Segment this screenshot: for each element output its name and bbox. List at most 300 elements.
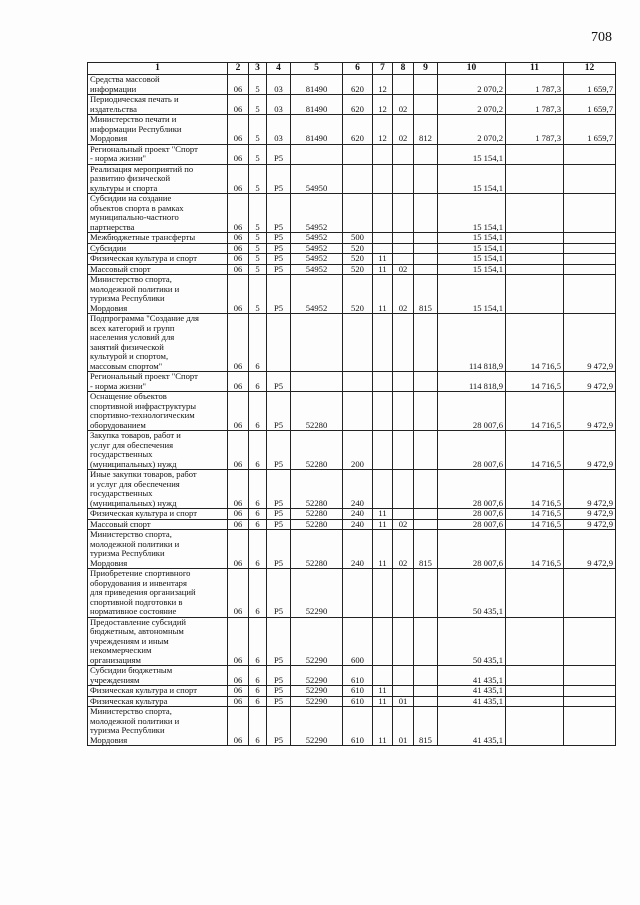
target-article-cell: 54952 <box>291 243 343 254</box>
table-row <box>88 144 616 164</box>
expense-type-cell <box>343 194 373 233</box>
row-name-cell: Субсидии <box>88 243 228 254</box>
program-cell: Р5 <box>267 707 291 746</box>
subsection-cell: 5 <box>249 115 267 145</box>
expense-type-cell: 610 <box>343 696 373 707</box>
subdivision-cell <box>393 233 414 244</box>
row-name-cell: Региональный проект "Спорт - норма жизни" <box>88 372 228 392</box>
expense-type-cell: 240 <box>343 530 373 569</box>
table-header-row <box>88 63 616 75</box>
section-cell: 06 <box>228 519 249 530</box>
program-cell: Р5 <box>267 530 291 569</box>
table-row <box>88 115 616 145</box>
ministry-code-cell <box>414 569 438 618</box>
row-name-cell: Приобретение спортивного оборудования и инвентаря для приведения организаций спортивной подготовки в нормативное состояние <box>88 569 228 618</box>
target-article-cell: 54952 <box>291 194 343 233</box>
division-cell: 11 <box>373 696 393 707</box>
ministry-code-cell <box>414 95 438 115</box>
amount-cell-year3: 9 472,9 <box>564 372 616 392</box>
row-name-cell: Подпрограмма "Создание для всех категорий и групп населения условий для занятий физической культурой и спортом, массовым спортом" <box>88 314 228 372</box>
table-row <box>88 264 616 275</box>
section-cell: 06 <box>228 314 249 372</box>
division-cell <box>373 392 393 431</box>
target-article-cell: 52290 <box>291 617 343 666</box>
amount-cell-year1: 50 435,1 <box>438 617 506 666</box>
section-cell: 06 <box>228 707 249 746</box>
amount-cell-year1: 41 435,1 <box>438 666 506 686</box>
amount-cell-year1: 28 007,6 <box>438 392 506 431</box>
subsection-cell: 5 <box>249 95 267 115</box>
ministry-code-cell: 812 <box>414 115 438 145</box>
subdivision-cell <box>393 164 414 194</box>
target-article-cell: 54952 <box>291 233 343 244</box>
target-article-cell: 52290 <box>291 666 343 686</box>
division-cell <box>373 144 393 164</box>
row-name-cell: Министерство спорта, молодежной политики и туризма Республики Мордовия <box>88 707 228 746</box>
table-row <box>88 707 616 746</box>
subsection-cell: 6 <box>249 372 267 392</box>
column-header: 1 <box>88 63 228 75</box>
section-cell: 06 <box>228 569 249 618</box>
subdivision-cell <box>393 392 414 431</box>
section-cell: 06 <box>228 115 249 145</box>
expense-type-cell: 600 <box>343 617 373 666</box>
column-header: 8 <box>393 63 414 75</box>
expense-type-cell: 610 <box>343 686 373 697</box>
division-cell: 11 <box>373 707 393 746</box>
table-row <box>88 569 616 618</box>
target-article-cell: 81490 <box>291 115 343 145</box>
subsection-cell: 6 <box>249 707 267 746</box>
amount-cell-year3 <box>564 569 616 618</box>
row-name-cell: Физическая культура и спорт <box>88 254 228 265</box>
table-row <box>88 696 616 707</box>
expense-type-cell: 620 <box>343 95 373 115</box>
table-row <box>88 509 616 520</box>
row-name-cell: Министерство спорта, молодежной политики и туризма Республики Мордовия <box>88 275 228 314</box>
division-cell <box>373 243 393 254</box>
amount-cell-year3 <box>564 164 616 194</box>
subdivision-cell <box>393 144 414 164</box>
subsection-cell: 6 <box>249 666 267 686</box>
amount-cell-year3: 9 472,9 <box>564 314 616 372</box>
subdivision-cell <box>393 509 414 520</box>
division-cell <box>373 666 393 686</box>
program-cell: Р5 <box>267 164 291 194</box>
division-cell: 11 <box>373 519 393 530</box>
section-cell: 06 <box>228 392 249 431</box>
amount-cell-year2: 14 716,5 <box>506 372 564 392</box>
column-header: 5 <box>291 63 343 75</box>
target-article-cell: 81490 <box>291 95 343 115</box>
amount-cell-year3 <box>564 254 616 265</box>
division-cell <box>373 314 393 372</box>
table-row <box>88 519 616 530</box>
program-cell: Р5 <box>267 617 291 666</box>
row-name-cell: Межбюджетные трансферты <box>88 233 228 244</box>
program-cell: Р5 <box>267 233 291 244</box>
amount-cell-year1: 15 154,1 <box>438 264 506 275</box>
target-article-cell: 52280 <box>291 509 343 520</box>
column-header: 12 <box>564 63 616 75</box>
amount-cell-year3: 9 472,9 <box>564 431 616 470</box>
subdivision-cell <box>393 194 414 233</box>
expense-type-cell <box>343 164 373 194</box>
amount-cell-year2: 14 716,5 <box>506 530 564 569</box>
target-article-cell: 52290 <box>291 569 343 618</box>
division-cell: 11 <box>373 275 393 314</box>
subdivision-cell <box>393 666 414 686</box>
amount-cell-year1: 41 435,1 <box>438 686 506 697</box>
amount-cell-year2 <box>506 696 564 707</box>
table-row <box>88 392 616 431</box>
table-row <box>88 164 616 194</box>
target-article-cell: 52280 <box>291 392 343 431</box>
amount-cell-year2 <box>506 686 564 697</box>
subdivision-cell <box>393 75 414 95</box>
amount-cell-year1: 15 154,1 <box>438 164 506 194</box>
ministry-code-cell <box>414 509 438 520</box>
column-header: 11 <box>506 63 564 75</box>
section-cell: 06 <box>228 617 249 666</box>
division-cell: 11 <box>373 686 393 697</box>
amount-cell-year2 <box>506 164 564 194</box>
amount-cell-year1: 114 818,9 <box>438 314 506 372</box>
program-cell: Р5 <box>267 431 291 470</box>
division-cell: 11 <box>373 254 393 265</box>
subsection-cell: 6 <box>249 509 267 520</box>
table-row <box>88 617 616 666</box>
amount-cell-year1: 15 154,1 <box>438 275 506 314</box>
division-cell <box>373 470 393 509</box>
ministry-code-cell <box>414 519 438 530</box>
amount-cell-year3: 1 659,7 <box>564 115 616 145</box>
ministry-code-cell <box>414 314 438 372</box>
table-row <box>88 243 616 254</box>
subdivision-cell <box>393 372 414 392</box>
program-cell: Р5 <box>267 686 291 697</box>
amount-cell-year3: 9 472,9 <box>564 392 616 431</box>
target-article-cell: 52290 <box>291 686 343 697</box>
subsection-cell: 6 <box>249 470 267 509</box>
expense-type-cell: 520 <box>343 264 373 275</box>
target-article-cell <box>291 144 343 164</box>
amount-cell-year1: 28 007,6 <box>438 519 506 530</box>
subsection-cell: 5 <box>249 254 267 265</box>
program-cell: Р5 <box>267 519 291 530</box>
program-cell: Р5 <box>267 144 291 164</box>
amount-cell-year3 <box>564 243 616 254</box>
subdivision-cell <box>393 254 414 265</box>
amount-cell-year2: 14 716,5 <box>506 519 564 530</box>
subdivision-cell <box>393 686 414 697</box>
subsection-cell: 6 <box>249 431 267 470</box>
subdivision-cell: 02 <box>393 264 414 275</box>
amount-cell-year2 <box>506 707 564 746</box>
section-cell: 06 <box>228 696 249 707</box>
column-header: 3 <box>249 63 267 75</box>
section-cell: 06 <box>228 686 249 697</box>
division-cell <box>373 194 393 233</box>
program-cell: 03 <box>267 95 291 115</box>
program-cell: Р5 <box>267 194 291 233</box>
target-article-cell: 52280 <box>291 519 343 530</box>
subsection-cell: 6 <box>249 686 267 697</box>
section-cell: 06 <box>228 194 249 233</box>
subdivision-cell: 01 <box>393 696 414 707</box>
section-cell: 06 <box>228 164 249 194</box>
subsection-cell: 5 <box>249 243 267 254</box>
subsection-cell: 5 <box>249 275 267 314</box>
row-name-cell: Предоставление субсидий бюджетным, автономным учреждениям и иным некоммерческим организациям <box>88 617 228 666</box>
amount-cell-year2 <box>506 617 564 666</box>
table-body <box>88 75 616 746</box>
amount-cell-year2: 14 716,5 <box>506 470 564 509</box>
section-cell: 06 <box>228 254 249 265</box>
subdivision-cell <box>393 431 414 470</box>
table-row <box>88 372 616 392</box>
subsection-cell: 5 <box>249 233 267 244</box>
amount-cell-year1: 28 007,6 <box>438 509 506 520</box>
amount-cell-year1: 15 154,1 <box>438 254 506 265</box>
subsection-cell: 6 <box>249 617 267 666</box>
program-cell: Р5 <box>267 243 291 254</box>
section-cell: 06 <box>228 95 249 115</box>
ministry-code-cell <box>414 392 438 431</box>
subdivision-cell <box>393 314 414 372</box>
column-header: 9 <box>414 63 438 75</box>
target-article-cell: 81490 <box>291 75 343 95</box>
section-cell: 06 <box>228 509 249 520</box>
budget-table <box>87 62 616 746</box>
section-cell: 06 <box>228 431 249 470</box>
subdivision-cell <box>393 470 414 509</box>
expense-type-cell <box>343 314 373 372</box>
row-name-cell: Субсидии на создание объектов спорта в рамках муниципально-частного партнерства <box>88 194 228 233</box>
amount-cell-year1: 41 435,1 <box>438 696 506 707</box>
program-cell: Р5 <box>267 392 291 431</box>
amount-cell-year2 <box>506 569 564 618</box>
amount-cell-year2: 14 716,5 <box>506 392 564 431</box>
subdivision-cell: 02 <box>393 530 414 569</box>
row-name-cell: Оснащение объектов спортивной инфраструктуры спортивно-технологическим оборудованием <box>88 392 228 431</box>
amount-cell-year2: 1 787,3 <box>506 115 564 145</box>
amount-cell-year1: 15 154,1 <box>438 144 506 164</box>
expense-type-cell <box>343 144 373 164</box>
subsection-cell: 5 <box>249 194 267 233</box>
subdivision-cell: 02 <box>393 115 414 145</box>
subsection-cell: 6 <box>249 392 267 431</box>
row-name-cell: Министерство спорта, молодежной политики и туризма Республики Мордовия <box>88 530 228 569</box>
ministry-code-cell <box>414 686 438 697</box>
ministry-code-cell <box>414 431 438 470</box>
section-cell: 06 <box>228 666 249 686</box>
amount-cell-year2 <box>506 275 564 314</box>
amount-cell-year1: 2 070,2 <box>438 75 506 95</box>
division-cell <box>373 431 393 470</box>
division-cell: 11 <box>373 509 393 520</box>
table-row <box>88 431 616 470</box>
target-article-cell: 54950 <box>291 164 343 194</box>
row-name-cell: Иные закупки товаров, работ и услуг для обеспечения государственных (муниципальных) нужд <box>88 470 228 509</box>
expense-type-cell: 520 <box>343 275 373 314</box>
table-row <box>88 530 616 569</box>
division-cell <box>373 372 393 392</box>
amount-cell-year1: 28 007,6 <box>438 530 506 569</box>
amount-cell-year3 <box>564 617 616 666</box>
subsection-cell: 6 <box>249 519 267 530</box>
row-name-cell: Министерство печати и информации Республики Мордовия <box>88 115 228 145</box>
amount-cell-year3 <box>564 707 616 746</box>
table-row <box>88 254 616 265</box>
table-row <box>88 470 616 509</box>
subsection-cell: 6 <box>249 569 267 618</box>
expense-type-cell: 520 <box>343 243 373 254</box>
division-cell <box>373 233 393 244</box>
expense-type-cell: 520 <box>343 254 373 265</box>
target-article-cell <box>291 314 343 372</box>
target-article-cell: 52290 <box>291 696 343 707</box>
amount-cell-year3 <box>564 686 616 697</box>
target-article-cell: 52280 <box>291 431 343 470</box>
subdivision-cell: 02 <box>393 275 414 314</box>
amount-cell-year2: 14 716,5 <box>506 314 564 372</box>
expense-type-cell: 620 <box>343 75 373 95</box>
column-header: 2 <box>228 63 249 75</box>
ministry-code-cell <box>414 233 438 244</box>
table-row <box>88 95 616 115</box>
row-name-cell: Реализация мероприятий по развитию физической культуры и спорта <box>88 164 228 194</box>
amount-cell-year3 <box>564 233 616 244</box>
column-header: 4 <box>267 63 291 75</box>
division-cell: 12 <box>373 115 393 145</box>
amount-cell-year3 <box>564 144 616 164</box>
row-name-cell: Физическая культура <box>88 696 228 707</box>
expense-type-cell: 610 <box>343 666 373 686</box>
target-article-cell <box>291 372 343 392</box>
ministry-code-cell <box>414 372 438 392</box>
amount-cell-year2: 1 787,3 <box>506 95 564 115</box>
ministry-code-cell <box>414 194 438 233</box>
program-cell: Р5 <box>267 275 291 314</box>
ministry-code-cell: 815 <box>414 275 438 314</box>
amount-cell-year1: 2 070,2 <box>438 95 506 115</box>
column-header: 6 <box>343 63 373 75</box>
row-name-cell: Массовый спорт <box>88 264 228 275</box>
amount-cell-year3: 9 472,9 <box>564 519 616 530</box>
table-row <box>88 275 616 314</box>
program-cell: Р5 <box>267 264 291 275</box>
program-cell: Р5 <box>267 569 291 618</box>
ministry-code-cell <box>414 264 438 275</box>
table-row <box>88 233 616 244</box>
amount-cell-year1: 15 154,1 <box>438 233 506 244</box>
amount-cell-year3: 1 659,7 <box>564 75 616 95</box>
amount-cell-year3: 9 472,9 <box>564 509 616 520</box>
division-cell: 12 <box>373 95 393 115</box>
section-cell: 06 <box>228 233 249 244</box>
amount-cell-year2 <box>506 144 564 164</box>
target-article-cell: 54952 <box>291 254 343 265</box>
amount-cell-year1: 114 818,9 <box>438 372 506 392</box>
amount-cell-year1: 41 435,1 <box>438 707 506 746</box>
division-cell <box>373 164 393 194</box>
subsection-cell: 6 <box>249 530 267 569</box>
target-article-cell: 52280 <box>291 530 343 569</box>
subsection-cell: 6 <box>249 314 267 372</box>
expense-type-cell: 240 <box>343 519 373 530</box>
division-cell <box>373 569 393 618</box>
ministry-code-cell <box>414 243 438 254</box>
program-cell: 03 <box>267 75 291 95</box>
ministry-code-cell <box>414 470 438 509</box>
expense-type-cell <box>343 392 373 431</box>
row-name-cell: Субсидии бюджетным учреждениям <box>88 666 228 686</box>
subsection-cell: 5 <box>249 144 267 164</box>
subsection-cell: 5 <box>249 264 267 275</box>
section-cell: 06 <box>228 530 249 569</box>
expense-type-cell <box>343 372 373 392</box>
expense-type-cell: 240 <box>343 509 373 520</box>
ministry-code-cell <box>414 164 438 194</box>
ministry-code-cell: 815 <box>414 530 438 569</box>
section-cell: 06 <box>228 372 249 392</box>
expense-type-cell: 620 <box>343 115 373 145</box>
section-cell: 06 <box>228 75 249 95</box>
amount-cell-year2 <box>506 264 564 275</box>
amount-cell-year1: 15 154,1 <box>438 194 506 233</box>
subsection-cell: 5 <box>249 164 267 194</box>
target-article-cell: 54952 <box>291 275 343 314</box>
table-row <box>88 314 616 372</box>
subsection-cell: 5 <box>249 75 267 95</box>
subdivision-cell <box>393 243 414 254</box>
row-name-cell: Массовый спорт <box>88 519 228 530</box>
amount-cell-year2 <box>506 194 564 233</box>
amount-cell-year3: 9 472,9 <box>564 530 616 569</box>
program-cell <box>267 314 291 372</box>
ministry-code-cell <box>414 666 438 686</box>
amount-cell-year1: 50 435,1 <box>438 569 506 618</box>
ministry-code-cell: 815 <box>414 707 438 746</box>
row-name-cell: Периодическая печать и издательства <box>88 95 228 115</box>
target-article-cell: 54952 <box>291 264 343 275</box>
section-cell: 06 <box>228 144 249 164</box>
ministry-code-cell <box>414 144 438 164</box>
expense-type-cell: 500 <box>343 233 373 244</box>
row-name-cell: Физическая культура и спорт <box>88 509 228 520</box>
amount-cell-year1: 15 154,1 <box>438 243 506 254</box>
program-cell: Р5 <box>267 470 291 509</box>
section-cell: 06 <box>228 275 249 314</box>
amount-cell-year2: 14 716,5 <box>506 431 564 470</box>
amount-cell-year3 <box>564 264 616 275</box>
ministry-code-cell <box>414 75 438 95</box>
program-cell: Р5 <box>267 372 291 392</box>
amount-cell-year3 <box>564 275 616 314</box>
target-article-cell: 52280 <box>291 470 343 509</box>
subdivision-cell: 01 <box>393 707 414 746</box>
table-row <box>88 194 616 233</box>
amount-cell-year1: 28 007,6 <box>438 431 506 470</box>
subdivision-cell <box>393 569 414 618</box>
expense-type-cell: 610 <box>343 707 373 746</box>
program-cell: Р5 <box>267 666 291 686</box>
division-cell: 11 <box>373 264 393 275</box>
subdivision-cell: 02 <box>393 95 414 115</box>
column-header: 10 <box>438 63 506 75</box>
row-name-cell: Региональный проект "Спорт - норма жизни" <box>88 144 228 164</box>
